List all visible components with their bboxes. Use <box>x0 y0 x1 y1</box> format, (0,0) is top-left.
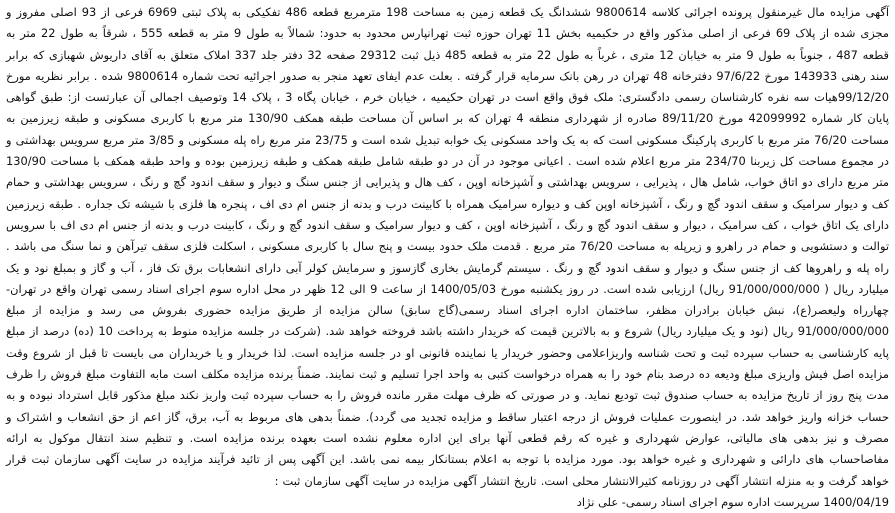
notice-body-text: آگهی مزایده مال غیرمنقول پرونده اجرائی کلاسه 9800614 ششدانگ یک قطعه زمین به مساحت 198 مترمربع قطعه 486 تفکیکی به پلاک ثبتی 6969 فرعی از 93 اصلی مفروز و مجزی شده از پلاک 69 فرعی از اصلی مذکور واقع در حکیمیه بخش 11 تهران حوزه ثبت تهرانپارس محدود به حدود: شمالاً به طول 9 متر به قطعه 555 ، شرقاً به طول 22 متر به قطعه 487 ، جنوباً به طول 9 متر به خیابان 12 متری ، غرباً به طول 22 متر به قطعه 485 ذیل ثبت 29312 صفحه 32 دفتر جلد 337 املاک متعلق به آقای داریوش شهبازی که برابر سند رهنی 143933 مورخ 97/6/22 دفترخانه 48 تهران در رهن بانک سرمایه قرار گرفته . بعلت عدم ایفای تعهد منجر به صدور اجرائیه تحت شماره 9800614 شده . برابر نظریه مورخ 99/12/20هیات سه نفره کارشناسان رسمی دادگستری: ملک فوق واقع است در تهران حکیمیه ، خیابان خرم ، خیابان پگاه 3 ، پلاک 14 وتوصیف اجمالی آن عبارتست از: طبق گواهی پایان کار شماره 42099992 مورخ 89/11/20 صادره از شهرداری منطقه 4 تهران که بر اساس آن مساحت طبقه همکف 130/90 متر مربع با کاربری مسکونی و طبقه زیرزمین به مساحت 76/20 متر مربع با کاربری پارکینگ مسکونی است که به یک واحد مسکونی یک خوابه تبدیل شده است و 23/75 متر مربع راه پله مسکونی و 3/85 متر مربع سرویس بهداشتی و در مجموع مساحت کل زیربنا 234/70 متر مربع اعلام شده است . اعیانی موجود در آن در دو طبقه شامل طبقه همکف و طبقه زیرزمین بوده و واحد طبقه همکف با مساحت 130/90 متر مربع دارای دو اتاق خواب، شامل هال ، پذیرایی ، سرویس بهداشتی و آشپزخانه اوپن ، کف هال و پذیرایی از جنس سنگ و دیوار و سقف اندود گچ و رنگ ، سرویس بهداشتی و حمام کف و دیوار سرامیک و سقف اندود گچ و رنگ ، آشپزخانه اوپن کف و دیواره سرامیک همراه با کابینت درب و بدنه از جنس ام دی اف ، پنجره ها فلزی با شیشه تک جداره . طبقه زیرزمین دارای یک اتاق خواب ، کف سرامیک ، دیوار و سقف اندود گچ و رنگ ، آشپزخانه اوپن ، کف و دیوار سرامیک و سقف اندود گچ و رنگ ، کابینت درب و بدنه از جنس ام دی اف با سرویس توالت و دستشویی و حمام در راهرو و زیرپله به مساحت 76/20 متر مربع . قدمت ملک حدود بیست و پنج سال با کاربری مسکونی ، اسکلت فلزی سقف تیرآهن و نما سنگ می باشد . راه پله و راهروها کف از جنس سنگ و دیوار و سقف اندود گچ و رنگ . سیستم گرمایش بخاری گازسوز و سرمایش کولر آبی دارای انشعابات برق تک فاز ، آب و گاز و بمبلغ نود و یک میلیارد ریال ( 91/000/000/000 ریال) ارزیابی شده است. در روز یکشنبه مورخ 1400/05/03 از ساعت 9 الی 12 ظهر در محل اداره سوم اجرای اسناد رسمی تهران واقع در تهران- چهارراه ولیعصر(ع)، نبش خیابان برادران مظفر، ساختمان اداره اجرای اسناد رسمی(گاج سابق) سالن مزایده از طریق مزایده حضوری بفروش می رسد و مزایده از مبلغ 91/000/000/000 ریال (نود و یک میلیارد ریال) شروع و به بالاترین قیمت که خریدار داشته باشد فروخته خواهد شد. (شرکت در جلسه مزایده منوط به پرداخت 10 (ده) درصد از مبلغ پایه کارشناسی به حساب سپرده ثبت و تحت شناسه واریزاعلامی وحضور خریدار یا نماینده قانونی او در جلسه مزایده است. لذا خریدار و یا خریداران می بایست تا قبل از شروع وقت مزایده اصل فیش واریزی مبلغ ودیعه ده درصد بنام خود را به همراه درخواست کتبی به واحد اجرا تسلیم و ثبت نمایند. ضمناً برنده مزایده مکلف است مابه التفاوت مبلغ فروش را ظرف مدت پنج روز از تاریخ مزایده به حساب صندوق ثبت تودیع نماید. و در صورتی که ظرف مهلت مقرر مانده فروش را به حساب سپرده ثبت واریز نکند مبلغ مذکور قابل استرداد نبوده و به حساب خزانه واریز خواهد شد. در اینصورت عملیات فروش از درجه اعتبار ساقط و مزایده تجدید می گردد). ضمناً بدهی های مربوط به آب، برق، گاز اعم از حق انشعاب و اشتراک و مصرف و نیز بدهی های مالیاتی، عوارض شهرداری و غیره که رقم قطعی آنها برای این اداره معلوم نشده است بعهده برنده مزایده است. و تنظیم سند انتقال موکول به ارائه مفاصاحساب های دارائی و شهرداری و غیره خواهد بود. مورد مزایده با توجه به اعلام بستانکار بیمه نمی باشد. این آگهی پس از تائید فرآیند مزایده در سایت آگهی سازمان ثبت قرار خواهد گرفت و به منزله انتشار آگهی در روزنامه کثیرالانتشار محلی است. تاریخ انتشار آگهی مزایده در سایت آگهی سازمان ثبت : <box>6 5 890 488</box>
notice-footer-date-and-signatory: 1400/04/19 سرپرست اداره سوم اجرای اسناد رسمی- علی نژاد <box>576 494 889 509</box>
